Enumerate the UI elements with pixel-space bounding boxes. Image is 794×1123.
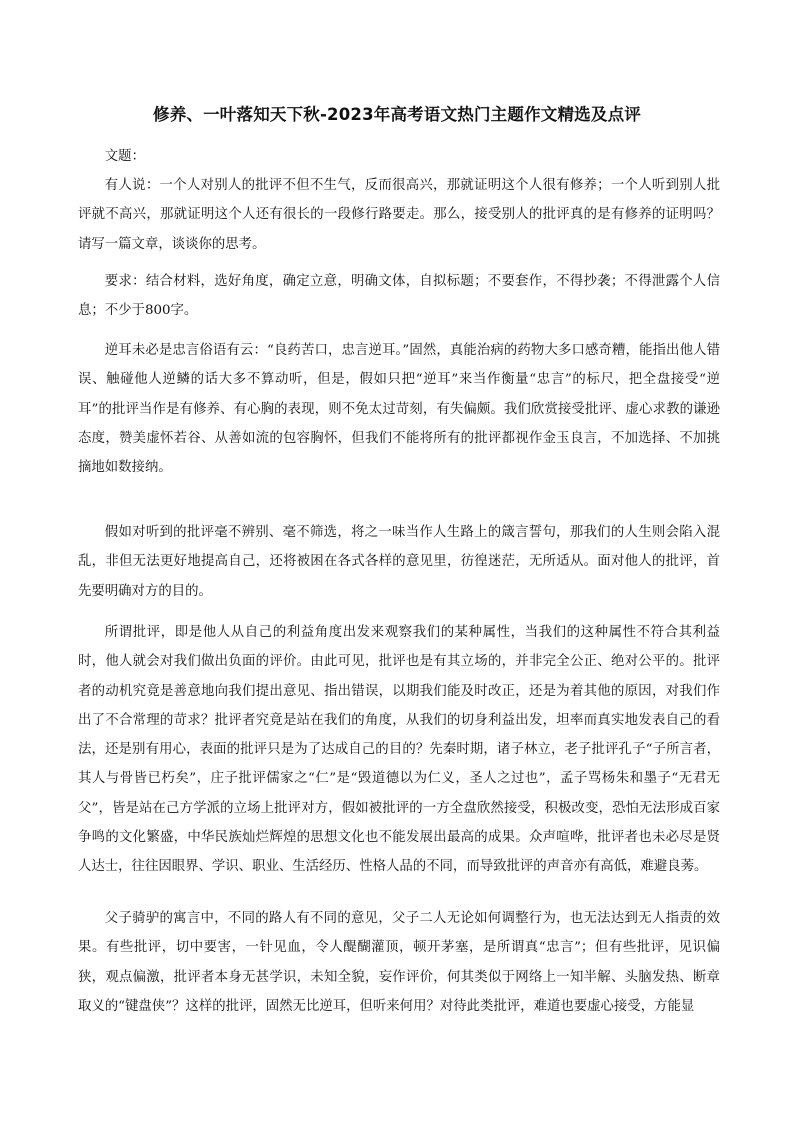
document-title: 修养、一叶落知天下秋-2023年高考语文热门主题作文精选及点评 <box>153 105 641 124</box>
paragraph-prompt: 有人说：一个人对别人的批评不但不生气，反而很高兴，那就证明这个人很有修养；一个人听到别人批评就不高兴，那就证明这个人还有很长的一段修行路要走。那么，接受别人的批评真的是有修养的证明吗？请写一篇文章，谈谈你的思考。 <box>78 178 720 252</box>
paragraph-essay-2: 假如对听到的批评毫不辨别、毫不筛选，将之一味当作人生路上的箴言誓句，那我们的人生则会陷入混乱，非但无法更好地提高自己，还将被困在各式各样的意见里，彷徨迷茫，无所适从。面对他人的批评，首先要明确对方的目的。 <box>78 525 720 599</box>
prompt-label: 文题： <box>104 149 145 164</box>
paragraph-essay-1: 逆耳未必是忠言俗语有云：“良药苦口，忠言逆耳。”固然，真能治病的药物大多口感奇糟，能指出他人错误、触碰他人逆鳞的话大多不算动听，但是，假如只把“逆耳”来当作衡量“忠言”的标尺，把全盘接受“逆耳”的批评当作是有修养、有心胸的表现，则不免太过苛刻，有失偏颇。我们欣赏接受批评、虚心求教的谦逊态度，赞美虚怀若谷、从善如流的包容胸怀，但我们不能将所有的批评都视作金玉良言，不加选择、不加挑摘地如数接纳。 <box>78 343 720 476</box>
paragraph-essay-4: 父子骑驴的寓言中，不同的路人有不同的意见，父子二人无论如何调整行为，也无法达到无人指责的效果。有些批评，切中要害，一针见血，令人醍醐灌顶，顿开茅塞，是所谓真“忠言”；但有些批评，见识偏狭，观点偏激，批评者本身无甚学识，未知全貌，妄作评价，何其类似于网络上一知半解、头脑发热、断章取义的“键盘侠”？这样的批评，固然无比逆耳，但听来何用？对待此类批评，难道也要虚心接受，方能显 <box>78 911 720 1014</box>
paragraph-essay-3: 所谓批评，即是他人从自己的利益角度出发来观察我们的某种属性，当我们的这种属性不符合其利益时，他人就会对我们做出负面的评价。由此可见，批评也是有其立场的，并非完全公正、绝对公平的。批评者的动机究竟是善意地向我们提出意见、指出错误，以期我们能及时改正，还是为着其他的原因，对我们作出了不合常理的苛求？批评者究竟是站在我们的角度，从我们的切身利益出发，坦率而真实地发表自己的看法，还是别有用心，表面的批评只是为了达成自己的目的？先秦时期，诸子林立，老子批评孔子“子所言者，其人与骨皆已朽矣”，庄子批评儒家之“仁”是“毁道德以为仁义，圣人之过也”，孟子骂杨朱和墨子“无君无父”，皆是站在己方学派的立场上批评对方，假如被批评的一方全盘欣然接受，积极改变，恐怕无法形成百家争鸣的文化繁盛，中华民族灿烂辉煌的思想文化也不能发展出最高的成果。众声喧哗，批评者也未必尽是贤人达士，往往因眼界、学识、职业、生活经历、性格人品的不同，而导致批评的声音亦有高低，难避良莠。 <box>78 625 720 875</box>
paragraph-requirements: 要求：结合材料，选好角度，确定立意，明确文体，自拟标题；不要套作，不得抄袭；不得泄露个人信息；不少于800字。 <box>78 274 720 319</box>
